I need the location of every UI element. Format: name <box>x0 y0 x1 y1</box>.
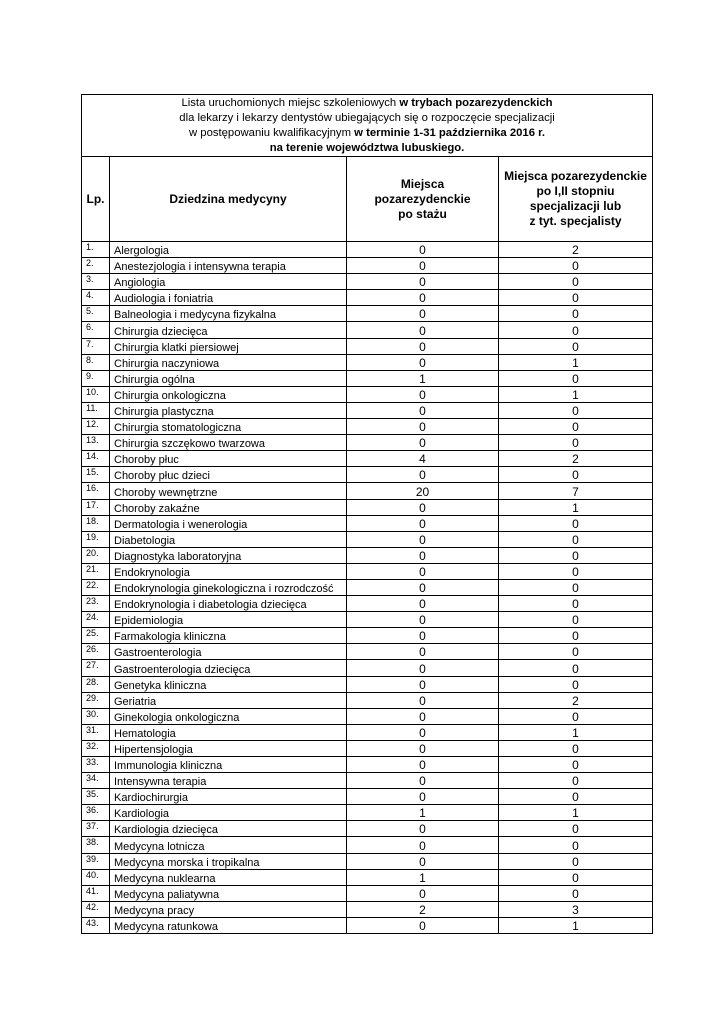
row-number: 37. <box>82 821 110 837</box>
table-row <box>82 370 653 386</box>
table-row <box>82 596 653 612</box>
row-after-internship: 0 <box>347 274 499 290</box>
row-after-internship: 0 <box>347 612 499 628</box>
header-col2 <box>499 157 653 242</box>
row-number: 12. <box>82 419 110 435</box>
row-after-internship: 0 <box>347 515 499 531</box>
row-field: Audiologia i foniatria <box>110 290 347 306</box>
row-after-specialization: 0 <box>499 708 653 724</box>
row-after-specialization: 0 <box>499 885 653 901</box>
row-after-internship: 0 <box>347 290 499 306</box>
table-row <box>82 692 653 708</box>
row-after-internship: 0 <box>347 692 499 708</box>
row-field: Chirurgia ogólna <box>110 370 347 386</box>
row-field: Balneologia i medycyna fizykalna <box>110 306 347 322</box>
row-number: 29. <box>82 692 110 708</box>
table-row <box>82 708 653 724</box>
row-field: Angiologia <box>110 274 347 290</box>
row-number: 31. <box>82 724 110 740</box>
row-field: Choroby płuc dzieci <box>110 467 347 483</box>
table-row <box>82 773 653 789</box>
row-after-specialization: 1 <box>499 805 653 821</box>
row-after-internship: 0 <box>347 338 499 354</box>
row-field: Dermatologia i wenerologia <box>110 515 347 531</box>
row-field: Choroby wewnętrzne <box>110 483 347 499</box>
row-after-internship: 0 <box>347 531 499 547</box>
row-field: Farmakologia kliniczna <box>110 628 347 644</box>
row-field: Medycyna ratunkowa <box>110 917 347 933</box>
row-field: Ginekologia onkologiczna <box>110 708 347 724</box>
header-col2-line: specjalizacji lub <box>529 199 622 213</box>
table-row <box>82 531 653 547</box>
row-after-internship: 0 <box>347 757 499 773</box>
row-field: Chirurgia dziecięca <box>110 322 347 338</box>
row-after-specialization: 0 <box>499 773 653 789</box>
title-line4: na terenie województwa lubuskiego. <box>269 141 465 154</box>
row-after-internship: 0 <box>347 435 499 451</box>
row-after-internship: 0 <box>347 821 499 837</box>
row-after-internship: 0 <box>347 242 499 258</box>
row-after-specialization: 0 <box>499 274 653 290</box>
row-field: Endokrynologia <box>110 563 347 579</box>
table-row <box>82 821 653 837</box>
row-field: Chirurgia stomatologiczna <box>110 419 347 435</box>
row-number: 6. <box>82 322 110 338</box>
table-row <box>82 644 653 660</box>
row-after-internship: 0 <box>347 853 499 869</box>
title-line3-normal: w postępowaniu kwalifikacyjnym <box>189 126 355 139</box>
row-after-internship: 0 <box>347 628 499 644</box>
row-after-specialization: 0 <box>499 290 653 306</box>
row-number: 23. <box>82 596 110 612</box>
row-after-specialization: 0 <box>499 757 653 773</box>
row-after-internship: 0 <box>347 419 499 435</box>
row-after-specialization: 0 <box>499 579 653 595</box>
table-row <box>82 547 653 563</box>
row-after-internship: 0 <box>347 740 499 756</box>
row-after-internship: 4 <box>347 451 499 467</box>
row-field: Hipertensjologia <box>110 740 347 756</box>
row-after-internship: 0 <box>347 837 499 853</box>
row-after-specialization: 0 <box>499 628 653 644</box>
row-after-specialization: 1 <box>499 354 653 370</box>
title-line1-bold: w trybach pozarezydenckich <box>399 96 553 109</box>
row-field: Medycyna paliatywna <box>110 885 347 901</box>
row-after-specialization: 2 <box>499 692 653 708</box>
row-field: Gastroenterologia <box>110 644 347 660</box>
table-row <box>82 290 653 306</box>
row-number: 1. <box>82 242 110 258</box>
row-number: 36. <box>82 805 110 821</box>
specialization-table <box>81 94 653 934</box>
row-number: 22. <box>82 579 110 595</box>
row-after-internship: 0 <box>347 579 499 595</box>
row-field: Endokrynologia i diabetologia dziecięca <box>110 596 347 612</box>
row-after-internship: 0 <box>347 499 499 515</box>
row-field: Immunologia kliniczna <box>110 757 347 773</box>
row-number: 39. <box>82 853 110 869</box>
row-after-internship: 0 <box>347 644 499 660</box>
title-line1-normal: Lista uruchomionych miejsc szkoleniowych <box>181 96 400 109</box>
row-after-internship: 0 <box>347 386 499 402</box>
header-col1 <box>347 157 499 242</box>
row-field: Geriatria <box>110 692 347 708</box>
header-col2-line: Miejsca pozarezydenckie <box>504 169 647 183</box>
row-number: 35. <box>82 789 110 805</box>
table-row <box>82 676 653 692</box>
row-after-internship: 0 <box>347 322 499 338</box>
row-number: 11. <box>82 402 110 418</box>
row-field: Genetyka kliniczna <box>110 676 347 692</box>
row-after-specialization: 0 <box>499 258 653 274</box>
row-after-specialization: 7 <box>499 483 653 499</box>
header-field: Dziedzina medycyny <box>110 157 347 242</box>
row-after-specialization: 0 <box>499 740 653 756</box>
table-row <box>82 612 653 628</box>
row-number: 10. <box>82 386 110 402</box>
row-after-specialization: 0 <box>499 853 653 869</box>
title-line2: dla lekarzy i lekarzy dentystów ubiegających się o rozpoczęcie specjalizacji <box>179 111 555 124</box>
row-after-internship: 1 <box>347 805 499 821</box>
row-field: Alergologia <box>110 242 347 258</box>
row-after-specialization: 3 <box>499 901 653 917</box>
row-number: 32. <box>82 740 110 756</box>
table-row <box>82 917 653 933</box>
row-number: 34. <box>82 773 110 789</box>
row-number: 17. <box>82 499 110 515</box>
row-after-specialization: 0 <box>499 531 653 547</box>
row-number: 28. <box>82 676 110 692</box>
row-after-specialization: 0 <box>499 515 653 531</box>
table-row <box>82 579 653 595</box>
row-number: 25. <box>82 628 110 644</box>
row-number: 21. <box>82 563 110 579</box>
table-row <box>82 837 653 853</box>
table-row <box>82 451 653 467</box>
table-row <box>82 869 653 885</box>
table-row <box>82 467 653 483</box>
table-row <box>82 660 653 676</box>
row-after-specialization: 0 <box>499 322 653 338</box>
row-field: Anestezjologia i intensywna terapia <box>110 258 347 274</box>
row-after-specialization: 1 <box>499 386 653 402</box>
table-row <box>82 338 653 354</box>
row-after-specialization: 0 <box>499 837 653 853</box>
table-row <box>82 242 653 258</box>
row-number: 30. <box>82 708 110 724</box>
row-after-internship: 0 <box>347 547 499 563</box>
header-lp: Lp. <box>82 157 110 242</box>
row-field: Hematologia <box>110 724 347 740</box>
table-row <box>82 322 653 338</box>
row-after-specialization: 0 <box>499 644 653 660</box>
row-field: Medycyna pracy <box>110 901 347 917</box>
row-after-specialization: 1 <box>499 499 653 515</box>
row-field: Diabetologia <box>110 531 347 547</box>
row-number: 4. <box>82 290 110 306</box>
row-after-specialization: 0 <box>499 370 653 386</box>
row-number: 8. <box>82 354 110 370</box>
row-after-internship: 0 <box>347 917 499 933</box>
row-after-internship: 0 <box>347 467 499 483</box>
row-number: 14. <box>82 451 110 467</box>
row-number: 20. <box>82 547 110 563</box>
table-row <box>82 499 653 515</box>
row-field: Kardiologia dziecięca <box>110 821 347 837</box>
table-row <box>82 885 653 901</box>
row-number: 43. <box>82 917 110 933</box>
row-after-internship: 0 <box>347 724 499 740</box>
row-after-specialization: 0 <box>499 306 653 322</box>
row-after-specialization: 0 <box>499 821 653 837</box>
row-field: Intensywna terapia <box>110 773 347 789</box>
table-row <box>82 274 653 290</box>
row-after-specialization: 0 <box>499 869 653 885</box>
table-row <box>82 901 653 917</box>
row-after-specialization: 0 <box>499 596 653 612</box>
row-after-internship: 2 <box>347 901 499 917</box>
table-row <box>82 435 653 451</box>
table-row <box>82 805 653 821</box>
row-number: 2. <box>82 258 110 274</box>
row-after-specialization: 2 <box>499 242 653 258</box>
table-row <box>82 563 653 579</box>
row-after-specialization: 0 <box>499 338 653 354</box>
row-field: Kardiologia <box>110 805 347 821</box>
row-number: 24. <box>82 612 110 628</box>
row-field: Kardiochirurgia <box>110 789 347 805</box>
header-col2-line: po I,II stopniu <box>536 184 615 198</box>
row-field: Diagnostyka laboratoryjna <box>110 547 347 563</box>
row-after-internship: 0 <box>347 789 499 805</box>
row-field: Endokrynologia ginekologiczna i rozrodczość <box>110 579 347 595</box>
table-row <box>82 258 653 274</box>
row-number: 16. <box>82 483 110 499</box>
table-row <box>82 419 653 435</box>
row-after-internship: 0 <box>347 306 499 322</box>
row-number: 5. <box>82 306 110 322</box>
row-field: Chirurgia onkologiczna <box>110 386 347 402</box>
row-number: 9. <box>82 370 110 386</box>
row-field: Chirurgia klatki piersiowej <box>110 338 347 354</box>
table-body <box>82 242 653 934</box>
row-number: 13. <box>82 435 110 451</box>
row-number: 3. <box>82 274 110 290</box>
row-after-specialization: 0 <box>499 435 653 451</box>
row-after-specialization: 1 <box>499 724 653 740</box>
row-number: 7. <box>82 338 110 354</box>
row-after-internship: 1 <box>347 869 499 885</box>
row-field: Chirurgia plastyczna <box>110 402 347 418</box>
row-after-specialization: 2 <box>499 451 653 467</box>
row-number: 33. <box>82 757 110 773</box>
row-number: 26. <box>82 644 110 660</box>
row-number: 41. <box>82 885 110 901</box>
row-after-internship: 0 <box>347 354 499 370</box>
row-after-internship: 0 <box>347 563 499 579</box>
row-after-internship: 1 <box>347 370 499 386</box>
table-row <box>82 483 653 499</box>
row-after-internship: 0 <box>347 885 499 901</box>
row-after-internship: 0 <box>347 708 499 724</box>
row-number: 40. <box>82 869 110 885</box>
table-row <box>82 515 653 531</box>
row-number: 18. <box>82 515 110 531</box>
table-row <box>82 724 653 740</box>
table-title <box>82 95 653 157</box>
header-col1-line: pozarezydenckie <box>374 191 471 206</box>
header-col1-line: Miejsca <box>400 176 445 191</box>
row-after-specialization: 0 <box>499 419 653 435</box>
row-field: Epidemiologia <box>110 612 347 628</box>
row-after-specialization: 0 <box>499 612 653 628</box>
row-after-internship: 0 <box>347 660 499 676</box>
table-row <box>82 402 653 418</box>
row-field: Chirurgia szczękowo twarzowa <box>110 435 347 451</box>
table-row <box>82 740 653 756</box>
row-after-specialization: 0 <box>499 789 653 805</box>
header-col2-line: z tyt. specjalisty <box>529 214 622 228</box>
row-after-specialization: 0 <box>499 660 653 676</box>
row-number: 19. <box>82 531 110 547</box>
row-after-specialization: 0 <box>499 563 653 579</box>
row-after-specialization: 1 <box>499 917 653 933</box>
row-field: Medycyna nuklearna <box>110 869 347 885</box>
row-number: 42. <box>82 901 110 917</box>
title-line3-bold: w terminie 1-31 października 2016 r. <box>354 126 546 139</box>
row-field: Choroby zakaźne <box>110 499 347 515</box>
row-after-specialization: 0 <box>499 467 653 483</box>
row-field: Medycyna lotnicza <box>110 837 347 853</box>
row-after-internship: 0 <box>347 402 499 418</box>
row-after-internship: 0 <box>347 596 499 612</box>
row-after-internship: 0 <box>347 258 499 274</box>
row-field: Choroby płuc <box>110 451 347 467</box>
row-after-internship: 0 <box>347 676 499 692</box>
table-row <box>82 789 653 805</box>
table-row <box>82 853 653 869</box>
table-row <box>82 386 653 402</box>
row-field: Gastroenterologia dziecięca <box>110 660 347 676</box>
row-after-internship: 0 <box>347 773 499 789</box>
row-field: Medycyna morska i tropikalna <box>110 853 347 869</box>
row-field: Chirurgia naczyniowa <box>110 354 347 370</box>
row-after-specialization: 0 <box>499 547 653 563</box>
row-number: 38. <box>82 837 110 853</box>
table-row <box>82 354 653 370</box>
row-after-internship: 20 <box>347 483 499 499</box>
table-row <box>82 757 653 773</box>
header-col1-line: po stażu <box>398 206 447 221</box>
row-after-specialization: 0 <box>499 402 653 418</box>
row-after-specialization: 0 <box>499 676 653 692</box>
table-row <box>82 628 653 644</box>
row-number: 27. <box>82 660 110 676</box>
row-number: 15. <box>82 467 110 483</box>
table-row <box>82 306 653 322</box>
